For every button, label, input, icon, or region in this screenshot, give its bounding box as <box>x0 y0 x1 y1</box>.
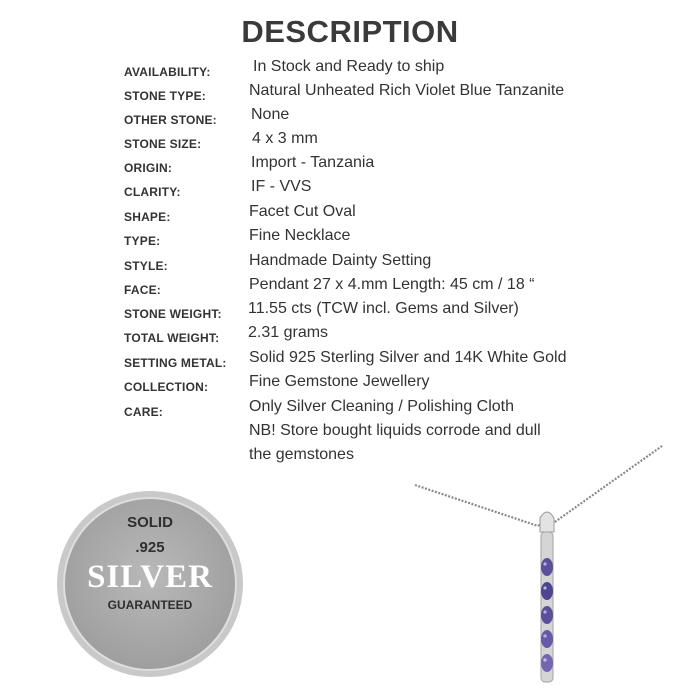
spec-label: STONE WEIGHT: <box>124 307 222 321</box>
spec-value: Import - Tanzania <box>251 154 375 171</box>
spec-value: Fine Necklace <box>249 227 351 244</box>
spec-row-stone-size <box>0 130 700 154</box>
spec-row-shape <box>0 203 700 227</box>
spec-row-style <box>0 252 700 276</box>
spec-row-other-stone <box>0 106 700 130</box>
spec-label: AVAILABILITY: <box>124 65 211 79</box>
spec-value: IF - VVS <box>251 178 312 195</box>
spec-value: Solid 925 Sterling Silver and 14K White Gold <box>249 349 567 366</box>
spec-label: ORIGIN: <box>124 161 173 175</box>
spec-label: CARE: <box>124 405 163 419</box>
spec-label: SETTING METAL: <box>124 356 227 370</box>
spec-row-care <box>0 398 700 422</box>
spec-row-clarity <box>0 178 700 202</box>
spec-label: TYPE: <box>124 234 161 248</box>
spec-value: Pendant 27 x 4.mm Length: 45 cm / 18 “ <box>249 276 535 293</box>
badge-line-solid: SOLID <box>127 514 173 531</box>
spec-label: COLLECTION: <box>124 380 209 394</box>
care-note-line: the gemstones <box>249 446 354 463</box>
spec-label: STONE SIZE: <box>124 137 202 151</box>
spec-value: 2.31 grams <box>248 324 329 341</box>
spec-row-stone-type <box>0 82 700 106</box>
spec-value: None <box>251 106 290 123</box>
spec-label: FACE: <box>124 283 161 297</box>
spec-row-type <box>0 227 700 251</box>
page-title: DESCRIPTION <box>241 14 459 49</box>
spec-label: SHAPE: <box>124 210 171 224</box>
spec-value: Only Silver Cleaning / Polishing Cloth <box>249 398 515 415</box>
badge-line-925: .925 <box>135 539 165 556</box>
spec-row-stone-weight <box>0 300 700 324</box>
spec-value: Natural Unheated Rich Violet Blue Tanzanite <box>249 82 565 99</box>
spec-row-collection <box>0 373 700 397</box>
spec-label: TOTAL WEIGHT: <box>124 331 220 345</box>
spec-value: Fine Gemstone Jewellery <box>249 373 430 390</box>
spec-value: Facet Cut Oval <box>249 203 356 220</box>
spec-value: 4 x 3 mm <box>252 130 318 147</box>
spec-row-availability <box>0 58 700 82</box>
spec-row-total-weight <box>0 324 700 348</box>
spec-label: CLARITY: <box>124 185 181 199</box>
spec-row-origin <box>0 154 700 178</box>
badge-line-silver: SILVER <box>87 559 213 595</box>
spec-row-face <box>0 276 700 300</box>
product-photo <box>400 440 690 690</box>
pendant-necklace-icon <box>400 440 690 690</box>
spec-label: OTHER STONE: <box>124 113 217 127</box>
spec-row-setting-metal <box>0 349 700 373</box>
badge-line-guaranteed: GUARANTEED <box>107 598 193 612</box>
spec-value: In Stock and Ready to ship <box>253 58 445 75</box>
care-note-line: NB! Store bought liquids corrode and dull <box>249 422 541 439</box>
spec-label: STYLE: <box>124 259 168 273</box>
silver-guarantee-badge <box>55 489 245 679</box>
spec-value: Handmade Dainty Setting <box>249 252 432 269</box>
spec-value: 11.55 cts (TCW incl. Gems and Silver) <box>248 300 519 317</box>
spec-label: STONE TYPE: <box>124 89 206 103</box>
